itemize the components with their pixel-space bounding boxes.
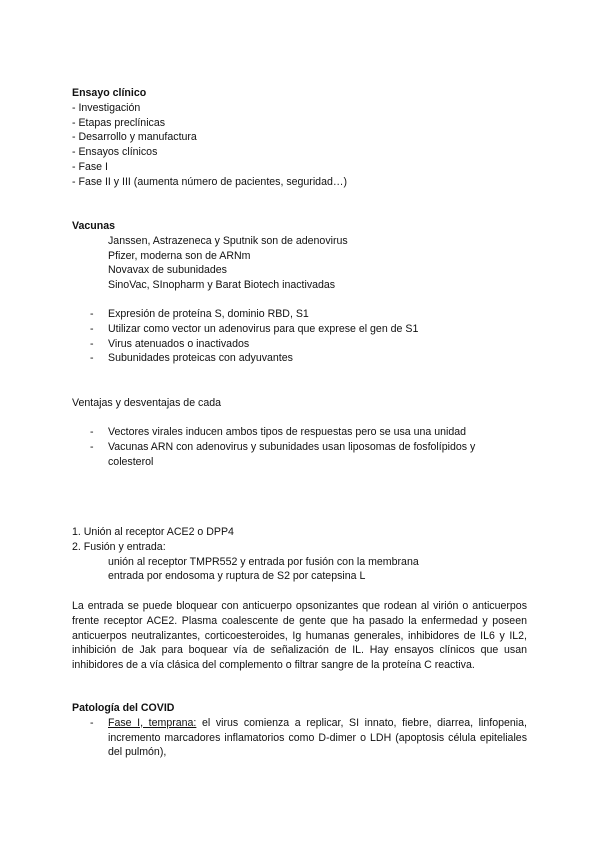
ensayo-item: - Investigación — [72, 101, 141, 114]
bullet-dash: - — [90, 426, 94, 438]
fase-i-text: el virus comienza a replicar, SI innato, fiebre, diarrea, linfopenia, incremento marcadores inflamatorios como D-dimer o LDH (apoptosis célula epiteliales del pulmón), — [108, 716, 527, 759]
ensayo-item: - Ensayos clínicos — [72, 146, 158, 159]
entrada-sub: entrada por endosoma y ruptura de S2 por catepsina L — [108, 570, 366, 583]
ensayo-item: - Desarrollo y manufactura — [72, 131, 197, 144]
ventajas-bullet: Vectores virales inducen ambos tipos de respuestas pero se usa una unidad — [108, 426, 467, 438]
fase-i-bullet — [108, 716, 527, 760]
bullet-dash: - — [90, 337, 94, 350]
bullet-dash: - — [90, 716, 94, 729]
vacunas-bullet: Expresión de proteína S, dominio RBD, S1 — [108, 308, 309, 320]
bullet-dash: - — [90, 308, 94, 320]
bullet-dash: - — [90, 352, 94, 365]
vacunas-bullet: Utilizar como vector un adenovirus para que exprese el gen de S1 — [108, 322, 419, 335]
vacunas-indented-line: SinoVac, SInopharm y Barat Biotech inactivadas — [108, 279, 336, 292]
bullet-dash: - — [90, 322, 94, 335]
vacunas-heading: Vacunas — [72, 220, 115, 232]
fase-i-label: Fase I, temprana: — [108, 716, 197, 729]
vacunas-indented-line: Pfizer, moderna son de ARNm — [108, 249, 251, 262]
entrada-step: 2. Fusión y entrada: — [72, 540, 166, 553]
paragraph-text: La entrada se puede bloquear con anticuerpo opsonizantes que rodean al virión o anticuerpos frente receptor ACE2. Plasma coalescente de gente que ha pasado la enfermedad y poseen anticuerpos neutralizantes, corticoesteroides, Ig humanas generales, inhibidores de IL6 y IL2, inhibición de Jak para boquear vía de señalización de IL. Hay ensayos clínicos que usan inhibidores de a vía clásica del complemento o filtrar sangre de la proteína C reactiva. — [72, 600, 527, 672]
bullet-dash: - — [90, 440, 94, 453]
ensayo-item: - Fase I — [72, 161, 108, 173]
ensayo-item: - Fase II y III (aumenta número de pacientes, seguridad…) — [72, 175, 347, 188]
entrada-sub: unión al receptor TMPR552 y entrada por fusión con la membrana — [108, 555, 419, 568]
patologia-heading: Patología del COVID — [72, 702, 175, 714]
ventajas-bullet: Vacunas ARN con adenovirus y subunidades usan liposomas de fosfolípidos y — [108, 440, 476, 453]
entrada-step: 1. Unión al receptor ACE2 o DPP4 — [72, 526, 234, 538]
ensayo-item: - Etapas preclínicas — [72, 116, 166, 129]
ventajas-bullet-continuation: colesterol — [108, 455, 154, 468]
ensayo-heading: Ensayo clínico — [72, 87, 147, 99]
entrada-paragraph — [72, 599, 527, 673]
vacunas-bullet: Subunidades proteicas con adyuvantes — [108, 352, 293, 365]
ventajas-heading: Ventajas y desventajas de cada — [72, 397, 222, 409]
vacunas-indented-line: Janssen, Astrazeneca y Sputnik son de adenovirus — [108, 234, 348, 247]
vacunas-indented-line: Novavax de subunidades — [108, 264, 227, 277]
vacunas-bullet: Virus atenuados o inactivados — [108, 337, 250, 350]
